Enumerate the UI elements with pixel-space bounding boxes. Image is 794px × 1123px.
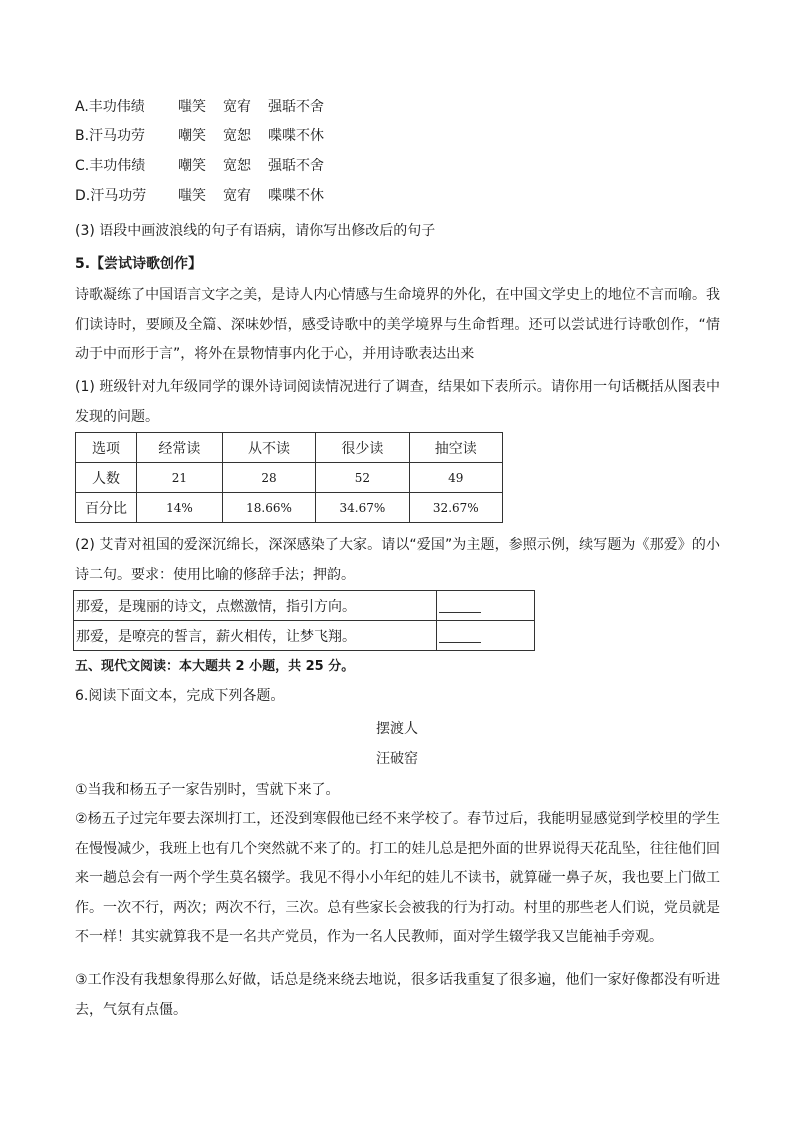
question-5-2: (2) 艾青对祖国的爱深沉绵长，深深感染了大家。请以“爱国”为主题，参照示例，续写题为《那爱》的小诗二句。要求：使用比喻的修辞手法；押韵。 — [75, 537, 720, 583]
table-row — [76, 463, 503, 493]
option-d-word3: 喋喋不休 — [268, 188, 324, 204]
option-c-word3: 强聒不舍 — [268, 158, 324, 174]
option-c-letter: C.丰功伟绩 — [75, 158, 146, 174]
table-cell: 49 — [409, 463, 502, 493]
table-cell: 21 — [137, 463, 223, 493]
option-c-word2: 宽恕 — [223, 158, 251, 174]
table-cell: 人数 — [76, 463, 137, 493]
poem-row — [74, 591, 535, 621]
table-header-cell: 选项 — [76, 433, 137, 463]
answer-blank[interactable] — [439, 598, 481, 613]
table-cell: 28 — [222, 463, 315, 493]
table-header-row — [76, 433, 503, 463]
table-cell: 18.66% — [222, 493, 315, 523]
poem-blank-cell[interactable] — [437, 591, 535, 621]
question-5-1: (1) 班级针对九年级同学的课外诗词阅读情况进行了调查，结果如下表所示。请你用一句话概括从图表中发现的问题。 — [75, 379, 720, 425]
option-b-letter: B.汗马功劳 — [75, 128, 146, 144]
table-row — [76, 493, 503, 523]
table-cell: 百分比 — [76, 493, 137, 523]
table-cell: 52 — [316, 463, 409, 493]
table-header-cell: 从不读 — [222, 433, 315, 463]
option-d-word2: 宽宥 — [223, 188, 251, 204]
table-header-cell: 经常读 — [137, 433, 223, 463]
table-header-cell: 很少读 — [316, 433, 409, 463]
option-a-word2: 宽宥 — [223, 99, 251, 115]
article-author: 汪破窑 — [376, 751, 418, 767]
option-b-word1: 嘲笑 — [178, 128, 206, 144]
option-a-word3: 强聒不舍 — [268, 99, 324, 115]
table-header-cell: 抽空读 — [409, 433, 502, 463]
paragraph-1: ①当我和杨五子一家告别时，雪就下来了。 — [75, 782, 340, 798]
table-cell: 32.67% — [409, 493, 502, 523]
section-5-heading: 五、现代文阅读：本大题共 2 小题，共 25 分。 — [75, 659, 355, 674]
question-6: 6.阅读下面文本，完成下列各题。 — [75, 688, 285, 704]
option-d-letter: D.汗马功劳 — [75, 188, 147, 204]
paragraph-2: ②杨五子过完年要去深圳打工，还没到寒假他已经不来学校了。春节过后，我能明显感觉到学校里的学生在慢慢减少，我班上也有几个突然就不来了的。打工的娃儿总是把外面的世界说得天花乱坠，往往他们回来一趟总会有一两个学生莫名辍学。我见不得小小年纪的娃儿不读书，就算碰一鼻子灰，我也要上门做工作。一次不行，两次；两次不行，三次。总有些家长会被我的行为打动。村里的那些老人们说，党员就是不一样！其实就算我不是一名共产党员，作为一名人民教师，面对学生辍学我又岂能袖手旁观。 — [75, 811, 720, 945]
answer-blank[interactable] — [439, 628, 481, 643]
poem-row — [74, 621, 535, 651]
poem-example: 那爱，是嘹亮的誓言，薪火相传，让梦飞翔。 — [74, 621, 437, 651]
option-a-word1: 嗤笑 — [178, 99, 206, 115]
option-d-word1: 嗤笑 — [178, 188, 206, 204]
survey-table — [75, 432, 503, 523]
paragraph-3: ③工作没有我想象得那么好做，话总是绕来绕去地说，很多话我重复了很多遍，他们一家好像都没有听进去，气氛有点僵。 — [75, 972, 720, 1018]
poem-blank-cell[interactable] — [437, 621, 535, 651]
question-3: (3) 语段中画波浪线的句子有语病，请你写出修改后的句子 — [75, 223, 436, 239]
option-b-word2: 宽恕 — [223, 128, 251, 144]
question-5-intro: 诗歌凝练了中国语言文字之美，是诗人内心情感与生命境界的外化，在中国文学史上的地位不言而喻。我们读诗时，要顾及全篇、深味妙悟，感受诗歌中的美学境界与生命哲理。还可以尝试进行诗歌创作，“情动于中而形于言”，将外在景物情事内化于心，并用诗歌表达出来 — [75, 287, 720, 362]
question-5-title: 5.【尝试诗歌创作】 — [75, 256, 203, 272]
option-c-word1: 嘲笑 — [178, 158, 206, 174]
poem-table — [73, 590, 535, 651]
table-cell: 34.67% — [316, 493, 409, 523]
article-title: 摆渡人 — [376, 721, 418, 737]
table-cell: 14% — [137, 493, 223, 523]
poem-example: 那爱，是瑰丽的诗文，点燃激情，指引方向。 — [74, 591, 437, 621]
option-b-word3: 喋喋不休 — [268, 128, 324, 144]
option-a-letter: A.丰功伟绩 — [75, 99, 145, 115]
